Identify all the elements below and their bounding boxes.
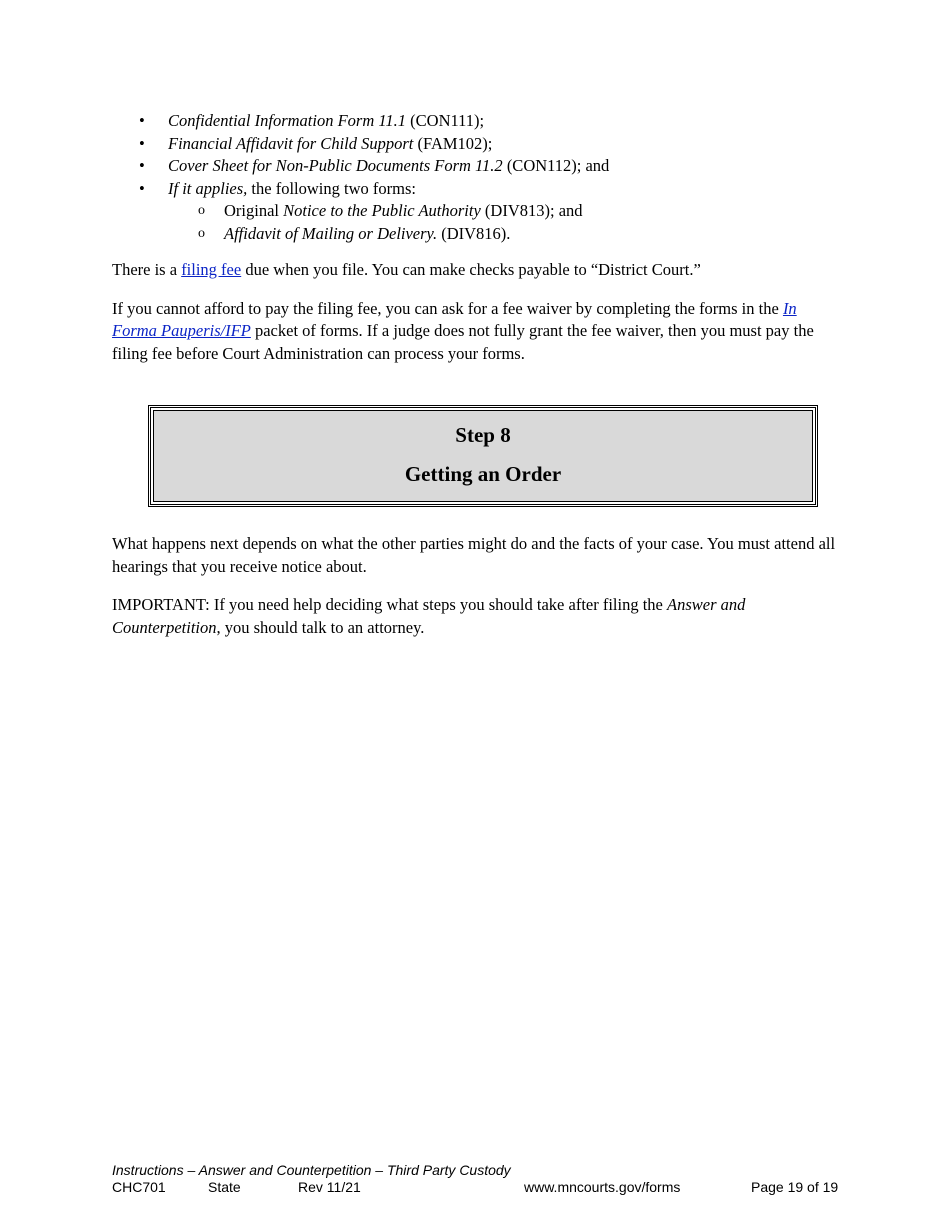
form-title: Financial Affidavit for Child Support bbox=[168, 133, 414, 153]
filing-fee-paragraph bbox=[112, 259, 852, 282]
text-span: If you cannot afford to pay the filing fee, you can ask for a fee waiver by completing the forms in the bbox=[112, 298, 783, 318]
footer-page-number: Page 19 of 19 bbox=[751, 1179, 839, 1195]
footer-row bbox=[112, 1179, 852, 1196]
form-code: (CON111); bbox=[406, 111, 485, 130]
form-code: (DIV816). bbox=[437, 223, 511, 243]
form-title: Cover Sheet for Non-Public Documents Form 11.2 bbox=[168, 156, 503, 175]
step-number: Step 8 bbox=[455, 423, 511, 447]
footer-form-code: CHC701 bbox=[112, 1179, 166, 1195]
list-item-if-applies bbox=[112, 178, 852, 246]
link-text: Forma Pauperis/IFP bbox=[112, 321, 251, 340]
page-footer bbox=[112, 1162, 852, 1196]
forms-list bbox=[112, 110, 852, 245]
text-span: IMPORTANT: If you need help deciding what steps you should take after filing the bbox=[112, 595, 667, 614]
important-paragraph bbox=[112, 594, 852, 639]
form-title: Notice to the Public Authority bbox=[283, 201, 481, 220]
text-span: packet of forms. If a judge does not fully grant the fee waiver, then you must pay the filing fee before Court Administration can process your forms. bbox=[112, 321, 814, 363]
step-title: Getting an Order bbox=[404, 462, 562, 486]
form-title: Counterpetition bbox=[112, 617, 217, 637]
sub-forms-list bbox=[168, 200, 852, 245]
document-body bbox=[112, 110, 852, 639]
step-box bbox=[148, 405, 818, 507]
form-title: Answer and bbox=[667, 595, 746, 614]
filing-fee-link[interactable]: filing fee bbox=[181, 260, 242, 279]
link-text: In bbox=[782, 298, 797, 318]
footer-revision: Rev 11/21 bbox=[298, 1179, 361, 1195]
next-steps-paragraph: What happens next depends on what the other parties might do and the facts of your case. You must attend all hearings that you receive notice about. bbox=[112, 534, 836, 576]
if-applies-lead: If it applies, bbox=[168, 178, 248, 198]
form-code: (FAM102); bbox=[413, 133, 493, 153]
form-code: (CON112); and bbox=[502, 156, 610, 175]
footer-title: Instructions – Answer and Counterpetition – Third Party Custody bbox=[112, 1162, 511, 1178]
footer-state: State bbox=[208, 1179, 241, 1195]
form-title: Confidential Information Form 11.1 bbox=[168, 111, 407, 130]
list-item bbox=[112, 133, 852, 156]
list-item bbox=[112, 110, 852, 133]
sub-list-item bbox=[168, 200, 852, 223]
sub-item-prefix: Original bbox=[224, 201, 284, 220]
text-span: There is a bbox=[112, 260, 182, 279]
text-span: , you should talk to an attorney. bbox=[216, 617, 425, 637]
form-title: Affidavit of Mailing or Delivery. bbox=[224, 223, 438, 243]
list-item bbox=[112, 155, 852, 178]
sub-list-item bbox=[168, 223, 852, 246]
text-span: due when you file. You can make checks payable to “District Court.” bbox=[241, 260, 701, 279]
form-code: (DIV813); and bbox=[480, 201, 583, 220]
fee-waiver-paragraph bbox=[112, 298, 852, 366]
if-applies-text: the following two forms: bbox=[247, 178, 416, 198]
footer-url: www.mncourts.gov/forms bbox=[524, 1179, 681, 1195]
step-box-inner bbox=[153, 410, 813, 502]
